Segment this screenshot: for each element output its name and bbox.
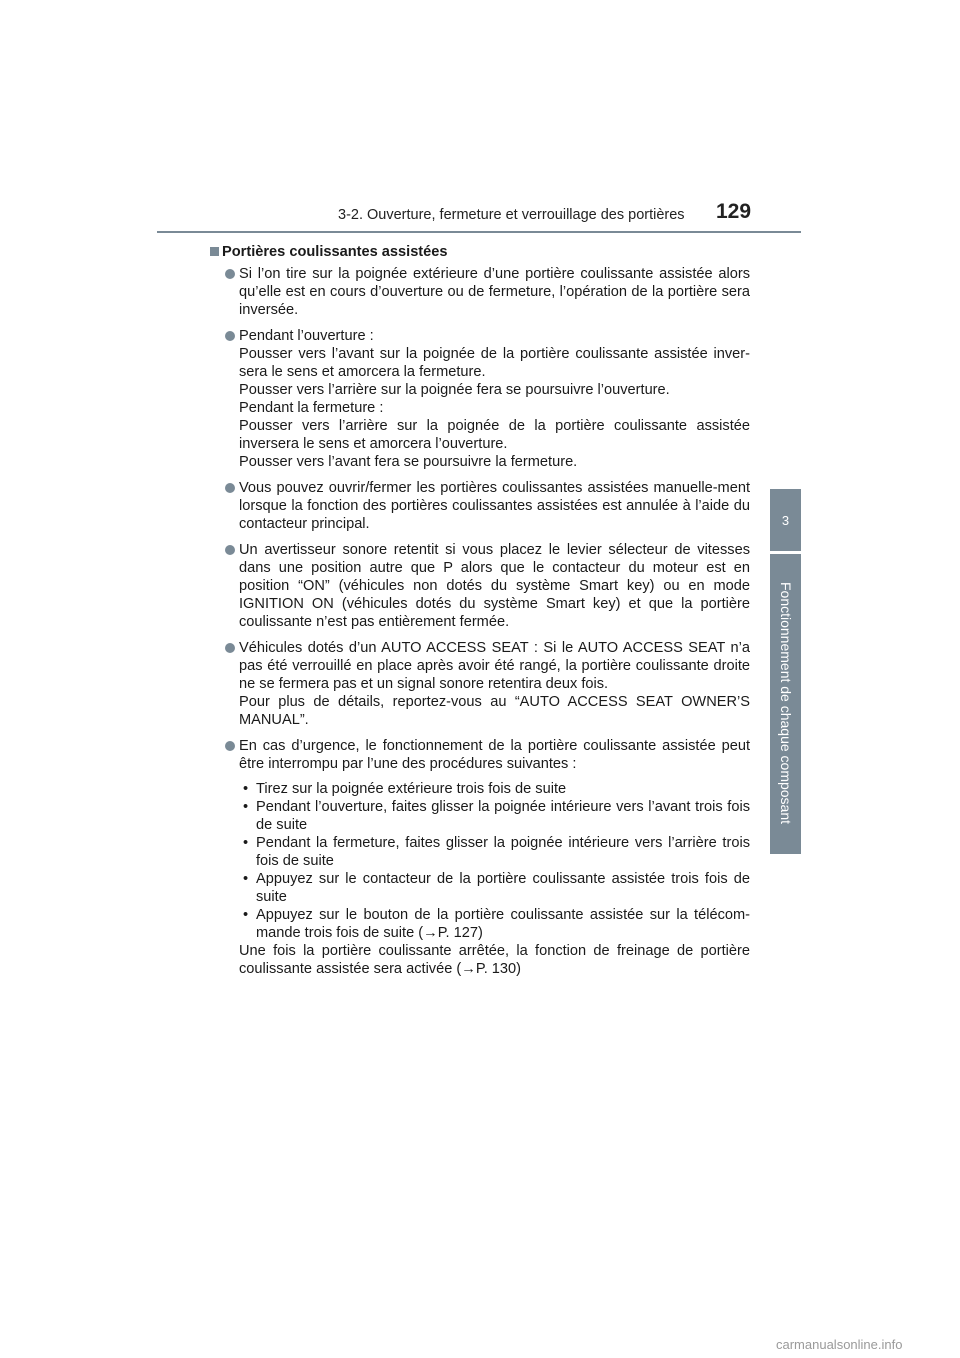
circle-bullet-icon bbox=[225, 643, 235, 653]
list-item-text: Appuyez sur le contacteur de la portière coulissante assistée trois fois de suite bbox=[256, 871, 750, 905]
closing-note: Une fois la portière coulissante arrêtée, la fonction de freinage de portière coulissante assistée sera activée (→P. 130) bbox=[239, 943, 750, 977]
section-heading bbox=[222, 243, 750, 261]
list-item: • Pendant la fermeture, faites glisser la poignée intérieure vers l’arrière trois fois de suite bbox=[243, 835, 750, 869]
section-title: Portières coulissantes assistées bbox=[222, 244, 448, 260]
bullet-item bbox=[222, 639, 750, 729]
paragraph: Véhicules dotés d’un AUTO ACCESS SEAT : Si le AUTO ACCESS SEAT n’a pas été verrouillé en place après avoir été rangé, la portière coulissante droite ne se fermera pas et un signal sonore retentira deux fois. bbox=[239, 640, 750, 692]
paragraph: En cas d’urgence, le fonctionnement de la portière coulissante assistée peut être interrompu par l’une des procédures suivantes : bbox=[239, 738, 750, 772]
bullet-item bbox=[222, 541, 750, 631]
paragraph: Pousser vers l’arrière sur la poignée de la portière coulissante assistée inversera le sens et amorcera l’ouverture. bbox=[239, 418, 750, 452]
list-item-text: Pendant la fermeture, faites glisser la poignée intérieure vers l’arrière trois fois de suite bbox=[256, 835, 750, 869]
header-divider bbox=[157, 231, 801, 233]
paragraph: Un avertisseur sonore retentit si vous placez le levier sélecteur de vitesses dans une position autre que P alors que le contacteur du moteur est en position “ON” (véhicules non dotés du système Smart key) ou en mode IGNITION ON (véhicules dotés du système Smart key) et que la portière coulissante n’est pas entièrement fermée. bbox=[239, 542, 750, 630]
bullet-item bbox=[222, 737, 750, 978]
header-title: 3-2. Ouverture, fermeture et verrouillage des portières bbox=[338, 207, 685, 223]
list-item: • Tirez sur la poignée extérieure trois fois de suite bbox=[243, 781, 567, 797]
chapter-number: 3 bbox=[781, 512, 790, 528]
paragraph: Pour plus de détails, reportez-vous au “AUTO ACCESS SEAT OWNER’S MANUAL”. bbox=[239, 694, 750, 728]
paragraph: Pendant l’ouverture : bbox=[239, 328, 374, 344]
list-item: • Appuyez sur le bouton de la portière coulissante assistée sur la télécom-mande trois fois de suite (→P. 127) bbox=[243, 907, 750, 941]
paragraph: Pendant la fermeture : bbox=[239, 400, 384, 416]
emergency-steps-list bbox=[239, 780, 750, 942]
list-item: • Appuyez sur le contacteur de la portière coulissante assistée trois fois de suite bbox=[243, 871, 750, 905]
square-bullet-icon bbox=[210, 247, 219, 256]
circle-bullet-icon bbox=[225, 741, 235, 751]
paragraph: Si l’on tire sur la poignée extérieure d’une portière coulissante assistée alors qu’elle est en cours d’ouverture ou de fermeture, l’opération de la portière sera inversée. bbox=[239, 266, 750, 318]
circle-bullet-icon bbox=[225, 331, 235, 341]
paragraph: Pousser vers l’arrière sur la poignée fera se poursuivre l’ouverture. bbox=[239, 382, 670, 398]
bullet-item bbox=[222, 265, 750, 319]
list-item: • Pendant l’ouverture, faites glisser la poignée intérieure vers l’avant trois fois de suite bbox=[243, 799, 750, 833]
list-item-text: Appuyez sur le bouton de la portière coulissante assistée sur la télécom-mande trois fois de suite (→P. 127) bbox=[256, 907, 750, 941]
bullet-item bbox=[222, 327, 750, 471]
list-item-text: Pendant l’ouverture, faites glisser la poignée intérieure vers l’avant trois fois de suite bbox=[256, 799, 750, 833]
chapter-tab-number bbox=[770, 489, 801, 551]
page-number: 129 bbox=[716, 200, 752, 223]
chapter-tab-label: Fonctionnement de chaque composant bbox=[778, 581, 794, 825]
paragraph: Vous pouvez ouvrir/fermer les portières coulissantes assistées manuelle-ment lorsque la fonction des portières coulissantes assistées est annulée à l’aide du contacteur principal. bbox=[239, 480, 750, 532]
watermark: carmanualsonline.info bbox=[776, 1337, 903, 1352]
bullet-item bbox=[222, 479, 750, 533]
paragraph: Pousser vers l’avant sur la poignée de la portière coulissante assistée inver-sera le sens et amorcera la fermeture. bbox=[239, 346, 750, 380]
main-content bbox=[222, 243, 750, 986]
circle-bullet-icon bbox=[225, 269, 235, 279]
circle-bullet-icon bbox=[225, 483, 235, 493]
paragraph: Pousser vers l’avant fera se poursuivre la fermeture. bbox=[239, 454, 578, 470]
list-item-text: Tirez sur la poignée extérieure trois fois de suite bbox=[256, 781, 567, 797]
circle-bullet-icon bbox=[225, 545, 235, 555]
